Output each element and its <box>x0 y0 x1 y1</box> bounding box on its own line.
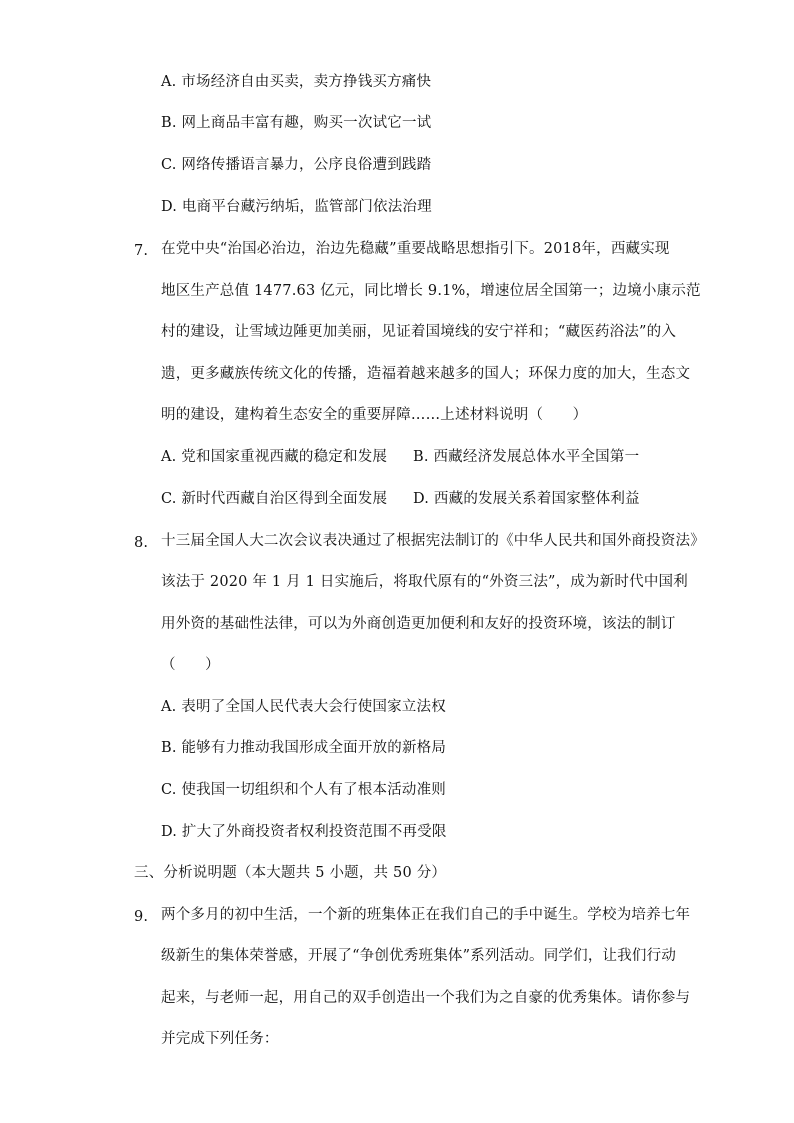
q7-text-line-2: 地区生产总值 1477.63 亿元，同比增长 9.1%，增速位居全国第一；边境小康示范 <box>161 283 701 299</box>
q8-option-a: A. 表明了全国人民代表大会行使国家立法权 <box>161 699 446 715</box>
q7-option-c: C. 新时代西藏自治区得到全面发展 <box>161 491 388 507</box>
q9-text-line-1: 两个多月的初中生活，一个新的班集体正在我们自己的手中诞生。学校为培养七年 <box>161 907 691 923</box>
q8-text-line-2: 该法于 2020 年 1 月 1 日实施后，将取代原有的“外资三法”，成为新时代中国利 <box>161 574 688 590</box>
q7-text-line-1: 在党中央“治国必治边，治边先稳藏”重要战略思想指引下。2018年，西藏实现 <box>161 241 670 257</box>
q6-option-a: A. 市场经济自由买卖，卖方挣钱买方痛快 <box>161 74 432 90</box>
q8-number: 8. <box>134 535 149 551</box>
q7-text-line-3: 村的建设，让雪域边陲更加美丽，见证着国境线的安宁祥和；“藏医药浴法”的入 <box>161 324 677 340</box>
q9-text-line-4: 并完成下列任务： <box>161 1031 279 1047</box>
q9-text-line-3: 起来，与老师一起，用自己的双手创造出一个我们为之自豪的优秀集体。请你参与 <box>161 990 691 1006</box>
q8-option-c: C. 使我国一切组织和个人有了根本活动准则 <box>161 782 446 798</box>
q7-option-a: A. 党和国家重视西藏的稳定和发展 <box>161 449 388 465</box>
q7-text-line-5: 明的建设，建构着生态安全的重要屏障……上述材料说明（ ） <box>161 407 588 423</box>
section-heading: 三、分析说明题（本大题共 5 小题，共 50 分） <box>134 865 447 881</box>
q6-option-d: D. 电商平台藏污纳垢，监管部门依法治理 <box>161 199 432 215</box>
q8-text-line-3: 用外资的基础性法律，可以为外商创造更加便利和友好的投资环境，该法的制订 <box>161 616 676 632</box>
q8-option-d: D. 扩大了外商投资者权利投资范围不再受限 <box>161 824 447 840</box>
q6-option-b: B. 网上商品丰富有趣，购买一次试它一试 <box>161 115 432 131</box>
q8-text-line-1: 十三届全国人大二次会议表决通过了根据宪法制订的《中华人民共和国外商投资法》 <box>161 533 705 549</box>
q7-option-d: D. 西藏的发展关系着国家整体利益 <box>413 491 640 507</box>
q8-option-b: B. 能够有力推动我国形成全面开放的新格局 <box>161 740 447 756</box>
q9-text-line-2: 级新生的集体荣誉感，开展了“争创优秀班集体”系列活动。同学们，让我们行动 <box>161 948 677 964</box>
q6-option-c: C. 网络传播语言暴力，公序良俗遭到践踏 <box>161 157 432 173</box>
q9-number: 9. <box>134 909 149 925</box>
q7-text-line-4: 遗，更多藏族传统文化的传播，造福着越来越多的国人；环保力度的加大，生态文 <box>161 366 691 382</box>
q7-number: 7. <box>134 243 149 259</box>
q8-answer-blank: （ ） <box>161 657 220 673</box>
q7-option-b: B. 西藏经济发展总体水平全国第一 <box>413 449 640 465</box>
